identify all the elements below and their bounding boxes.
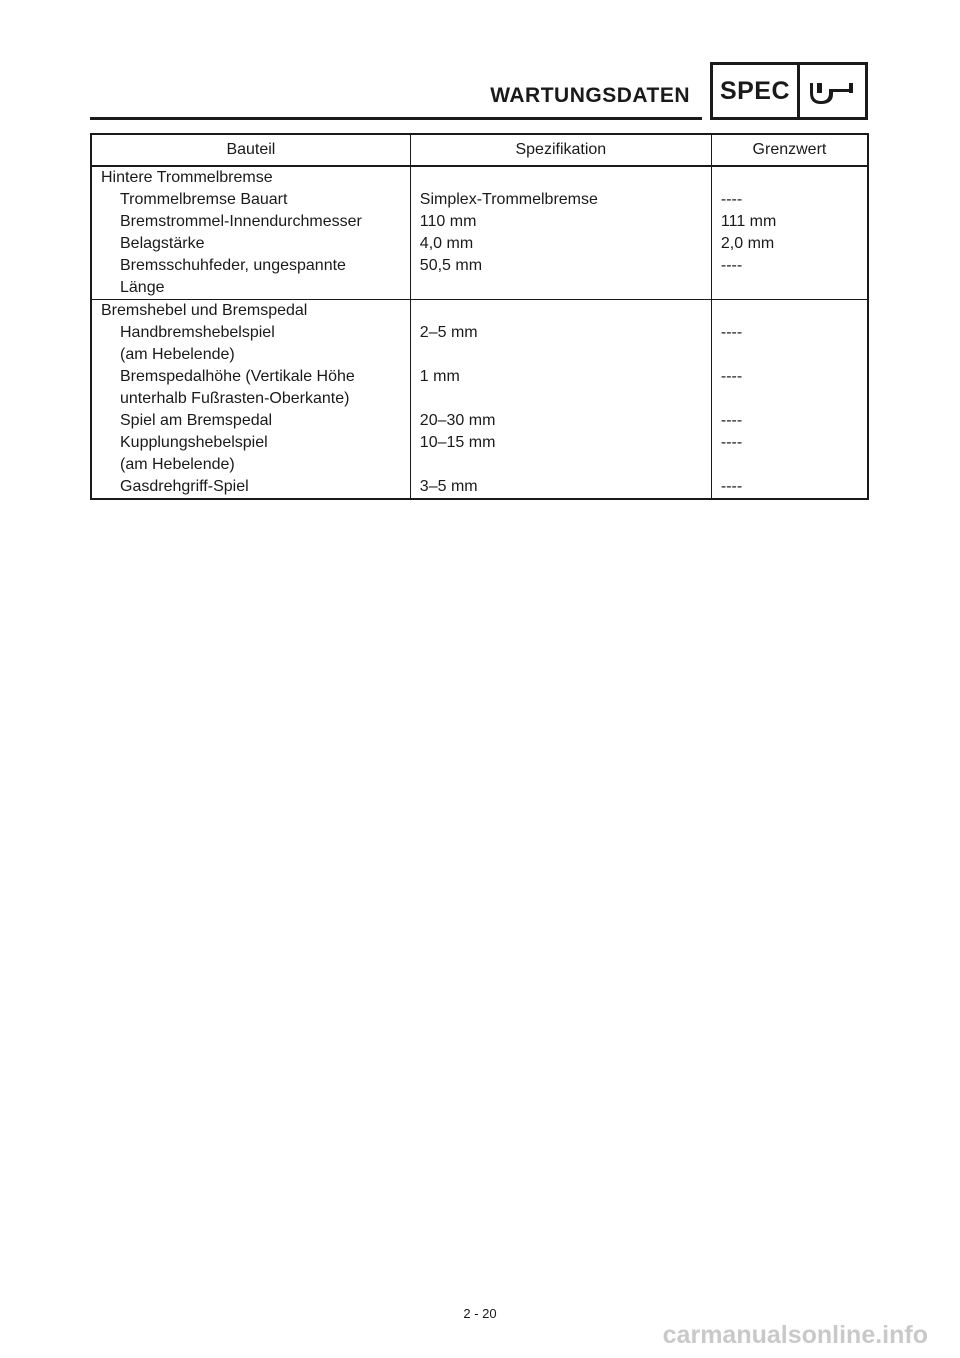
table-row [91,211,868,233]
component-cell [91,410,410,432]
page-number: 2 - 20 [463,1306,497,1321]
limit-cell: ---- [711,255,868,300]
component-text: Trommelbremse Bauart [120,191,288,208]
table-row [91,189,868,211]
limit-cell: 2,0 mm [720,235,775,252]
component-text: (am Hebelende) [120,346,235,363]
table-row [91,322,868,366]
component-cell [91,189,410,211]
limit-cell: ---- [720,478,743,495]
group-title-row [91,166,868,189]
component-text: Kupplungshebelspiel [120,434,268,451]
specification-cell: 20–30 mm [410,410,711,432]
table-body [91,166,868,499]
specification-cell: 10–15 mm [410,432,711,476]
component-cell [91,476,410,499]
component-cell [91,366,410,410]
group-title: Hintere Trommelbremse [91,166,410,189]
watermark: carmanualsonline.info [662,1321,928,1349]
component-text: unterhalb Fußrasten-Oberkante) [120,390,350,407]
column-header-specification: Spezifikation [410,134,711,166]
spec-badge [710,62,868,120]
group-title-row [91,300,868,323]
component-text: Handbremshebelspiel [120,324,275,341]
specification-cell: 50,5 mm [410,255,711,300]
specification-cell: 4,0 mm [410,233,711,255]
specification-cell: 1 mm [410,366,711,410]
component-cell [91,432,410,476]
header-rule [90,117,702,120]
wrench-icon [800,65,865,117]
limit-cell: ---- [720,434,743,451]
component-cell [91,211,410,233]
specification-cell: 2–5 mm [410,322,711,366]
component-text: Belagstärke [120,235,205,252]
table-row [91,255,868,300]
empty-cell [711,166,868,189]
empty-cell [410,166,711,189]
limit-cell: ---- [720,324,743,341]
specification-cell: 3–5 mm [410,476,711,499]
component-cell [91,322,410,366]
page-header [90,60,870,122]
component-text: Spiel am Bremspedal [120,412,273,429]
table-row [91,432,868,476]
component-text: Länge [120,279,165,296]
limit-cell: ---- [720,191,743,208]
empty-cell [711,300,868,323]
limit-cell: 111 mm [720,213,777,230]
table-row [91,476,868,499]
group-title: Bremshebel und Bremspedal [91,300,410,323]
table-header-row [91,134,868,166]
component-text: Gasdrehgriff-Spiel [120,478,249,495]
column-header-component: Bauteil [91,134,410,166]
table-row [91,233,868,255]
empty-cell [410,300,711,323]
section-title: WARTUNGSDATEN [490,84,690,107]
component-text: Bremspedalhöhe (Vertikale Höhe [120,368,355,385]
component-text: Bremstrommel-Innendurchmesser [120,213,362,230]
specification-table [90,133,869,500]
limit-cell: ---- [720,412,743,429]
table-row [91,366,868,410]
specification-cell: 110 mm [410,211,711,233]
component-cell [91,255,410,300]
component-cell [91,233,410,255]
limit-cell: ---- [720,368,743,385]
specification-cell: Simplex-Trommelbremse [410,189,711,211]
column-header-limit: Grenzwert [711,134,868,166]
spec-badge-label: SPEC [713,65,800,117]
component-text: Bremsschuhfeder, ungespannte [120,257,346,274]
component-text: (am Hebelende) [120,456,235,473]
table-row [91,410,868,432]
